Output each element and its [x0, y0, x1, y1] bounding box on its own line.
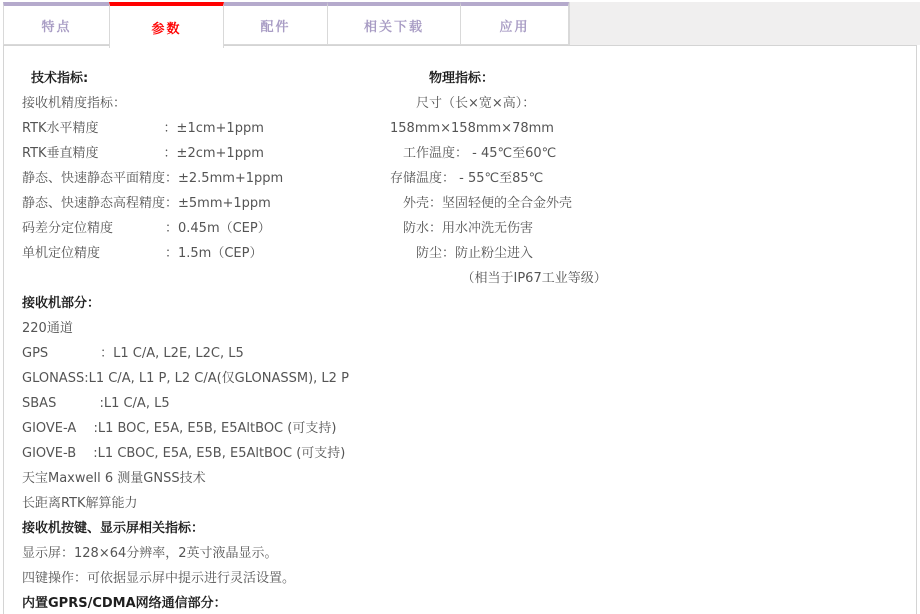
- tab-row: [0, 0, 920, 45]
- tab-parameters[interactable]: 参数: [109, 2, 224, 48]
- section-heading: 接收机按键、显示屏相关指标：: [22, 521, 205, 536]
- spec-line: 防尘：防止粉尘进入: [390, 246, 534, 261]
- spec-line: GIOVE-A :L1 BOC, E5A, E5B, E5AltBOC (可支持): [22, 421, 337, 436]
- spec-line: 防水：用水冲洗无伤害: [390, 221, 534, 236]
- spec-line: 静态、快速静态平面精度：±2.5mm+1ppm: [22, 171, 284, 186]
- tab-features[interactable]: 特点: [3, 2, 110, 45]
- spec-line: 静态、快速静态高程精度：±5mm+1ppm: [22, 196, 271, 211]
- tab-downloads[interactable]: 相关下载: [327, 2, 461, 45]
- section-heading: 接收机部分：: [22, 296, 101, 311]
- spec-line: 显示屏：128×64分辨率，2英寸液晶显示。: [22, 546, 278, 561]
- spec-line: 220通道: [22, 321, 73, 336]
- spec-line: SBAS :L1 C/A, L5: [22, 396, 170, 411]
- spec-line: 码差分定位精度 ：0.45m（CEP）: [22, 221, 271, 236]
- section-heading: 内置GPRS/CDMA网络通信部分：: [22, 596, 227, 611]
- spec-line: 158mm×158mm×78mm: [390, 121, 554, 136]
- spec-line: 接收机精度指标：: [22, 96, 127, 111]
- spacer-line: [22, 266, 349, 291]
- tab-applications[interactable]: 应用: [460, 2, 569, 45]
- spec-line: 长距离RTK解算能力: [22, 496, 138, 511]
- spec-line: （相当于IP67工业等级）: [390, 271, 607, 286]
- tab-accessories[interactable]: 配件: [223, 2, 328, 45]
- spec-line: GIOVE-B :L1 CBOC, E5A, E5B, E5AltBOC (可支持): [22, 446, 346, 461]
- spec-line: 尺寸（长×宽×高）：: [390, 96, 536, 111]
- spec-line: RTK垂直精度 ：±2cm+1ppm: [22, 146, 264, 161]
- spec-line: 存储温度： - 55℃至85℃: [390, 171, 544, 186]
- spec-line: GLONASS:L1 C/A, L1 P, L2 C/A(仅GLONASSM), L2 P: [22, 371, 349, 386]
- spec-line: 外壳：坚固轻便的全合金外壳: [390, 196, 573, 211]
- spec-line: 工作温度： - 45℃至60℃: [390, 146, 557, 161]
- tab-bar-filler: [569, 2, 920, 45]
- spec-line: 天宝Maxwell 6 测量GNSS技术: [22, 471, 206, 486]
- parameters-panel: [3, 45, 917, 614]
- spec-line: 单机定位精度 ：1.5m（CEP）: [22, 246, 263, 261]
- physical-specs-column: [390, 66, 607, 291]
- spec-line: GPS ：L1 C/A, L2E, L2C, L5: [22, 346, 244, 361]
- spec-line: 四键操作：可依据显示屏中提示进行灵活设置。: [22, 571, 296, 586]
- spec-line: RTK水平精度 ：±1cm+1ppm: [22, 121, 264, 136]
- technical-specs-column: [22, 66, 349, 614]
- section-heading: 技术指标:: [22, 71, 89, 86]
- section-heading: 物理指标：: [390, 71, 495, 86]
